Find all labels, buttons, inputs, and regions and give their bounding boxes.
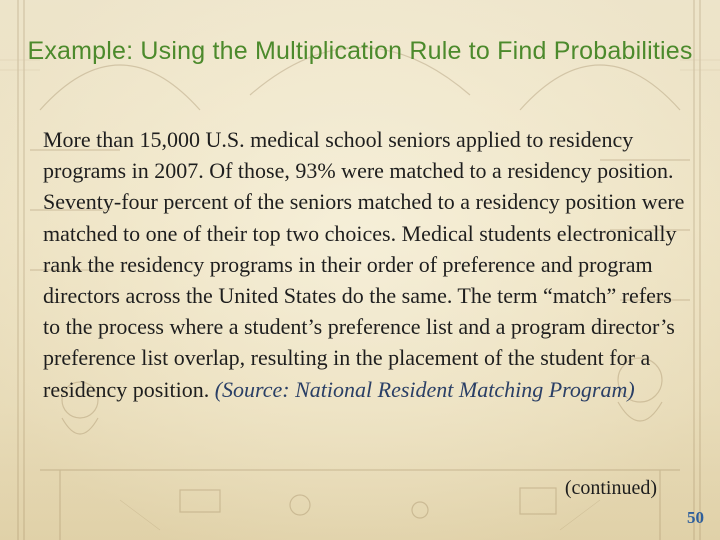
slide-title: Example: Using the Multiplication Rule to Find Probabilities: [27, 37, 693, 65]
continued-label: (continued): [564, 477, 657, 499]
source-citation: (Source: National Resident Matching Program): [214, 376, 635, 402]
page-number: 50: [687, 508, 704, 527]
body-paragraph: More than 15,000 U.S. medical school seniors applied to residency programs in 2007. Of those, 93% were matched to a residency position. Seventy-four percent of the seniors matched to a residency position were matched to one of their top two choices. Medical students electronically rank the residency programs in their order of preference and program directors across the United States do the same. The term “match” refers to the process where a student’s preference list and a program director’s preference list overlap, resulting in the placement of the student for a residency position.: [43, 127, 685, 402]
slide-body-text: [43, 124, 688, 405]
